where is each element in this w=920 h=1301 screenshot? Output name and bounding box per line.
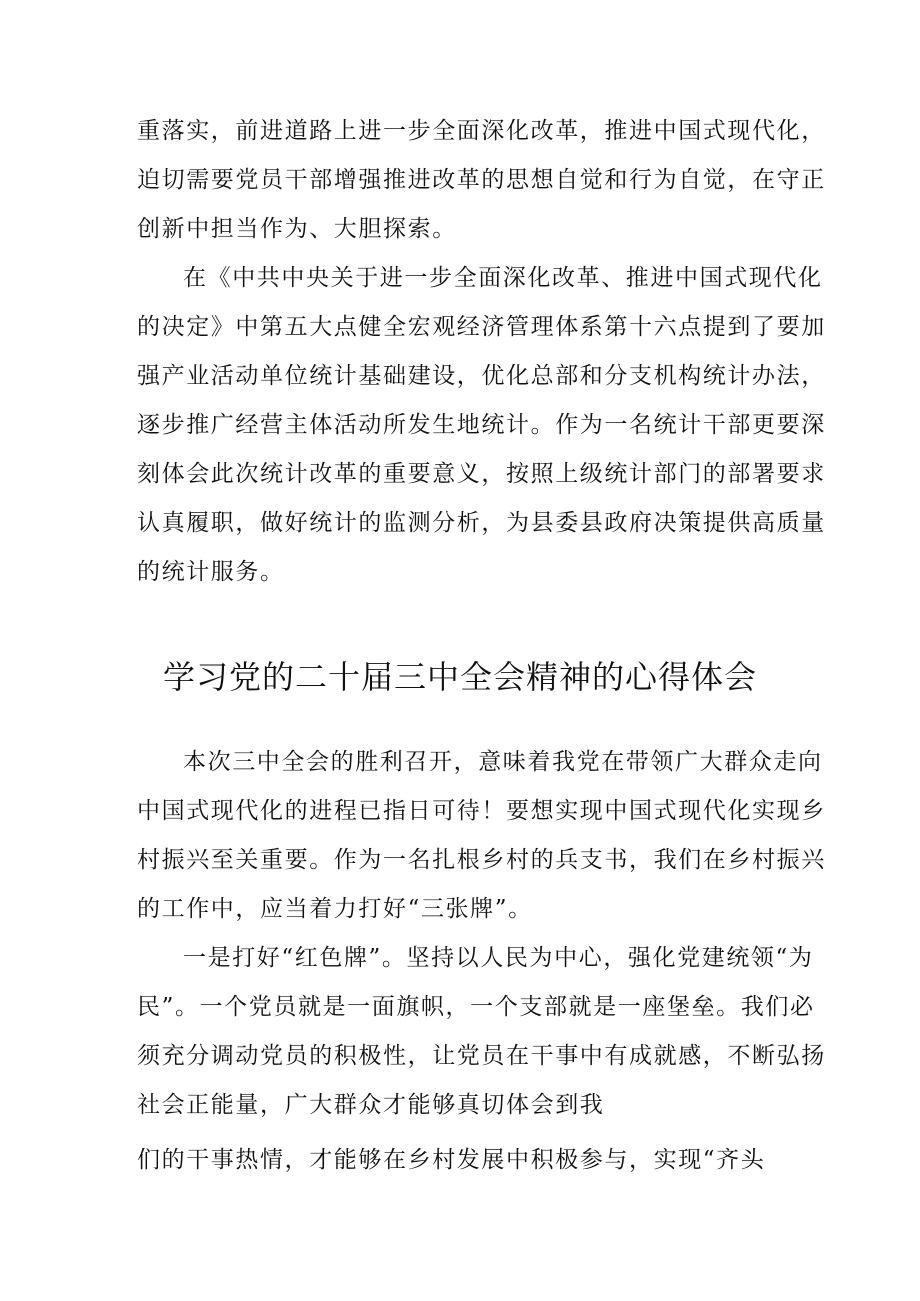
paragraph-line: 迫切需要党员干部增强推进改革的思想自觉和行为自觉，在守正 — [137, 167, 826, 193]
paragraph-line: 们的干事热情，才能够在乡村发展中积极参与，实现“齐头 — [137, 1147, 766, 1173]
paragraph-line: 在《中共中央关于进一步全面深化改革、推进中国式现代化 — [183, 265, 823, 291]
paragraph-line: 一是打好“红色牌”。坚持以人民为中心，强化党建统领“为 — [183, 945, 814, 971]
paragraph-line: 社会正能量，广大群众才能够真切体会到我 — [137, 1092, 605, 1118]
paragraph-line: 强产业活动单位统计基础建设，优化总部和分支机构统计办法， — [137, 363, 826, 389]
paragraph-line: 本次三中全会的胜利召开，意味着我党在带领广大群众走向 — [183, 749, 823, 775]
paragraph-line: 中国式现代化的进程已指日可待！要想实现中国式现代化实现乡 — [137, 798, 826, 824]
article-body — [137, 738, 826, 1130]
paragraph-line: 创新中担当作为、大胆探索。 — [137, 216, 457, 242]
article-continued — [137, 1136, 797, 1185]
paragraph-line: 的决定》中第五大点健全宏观经济管理体系第十六点提到了要加 — [137, 314, 826, 340]
intro-section — [137, 107, 826, 597]
article-title: 学习党的二十届三中全会精神的心得体会 — [162, 658, 757, 696]
paragraph-line: 村振兴至关重要。作为一名扎根乡村的兵支书，我们在乡村振兴 — [137, 847, 826, 873]
paragraph-line: 逐步推广经营主体活动所发生地统计。作为一名统计干部更要深 — [137, 412, 826, 438]
paragraph-line: 的统计服务。 — [137, 559, 285, 585]
paragraph-line: 重落实，前进道路上进一步全面深化改革，推进中国式现代化， — [137, 118, 826, 144]
paragraph-line: 民”。一个党员就是一面旗帜，一个支部就是一座堡垒。我们必 — [137, 994, 815, 1020]
paragraph-line: 须充分调动党员的积极性，让党员在干事中有成就感，不断弘扬 — [137, 1043, 826, 1069]
paragraph-line: 刻体会此次统计改革的重要意义，按照上级统计部门的部署要求 — [137, 461, 826, 487]
paragraph-line: 的工作中，应当着力打好“三张牌”。 — [137, 896, 533, 922]
paragraph-line: 认真履职，做好统计的监测分析，为县委县政府决策提供高质量 — [137, 510, 826, 536]
